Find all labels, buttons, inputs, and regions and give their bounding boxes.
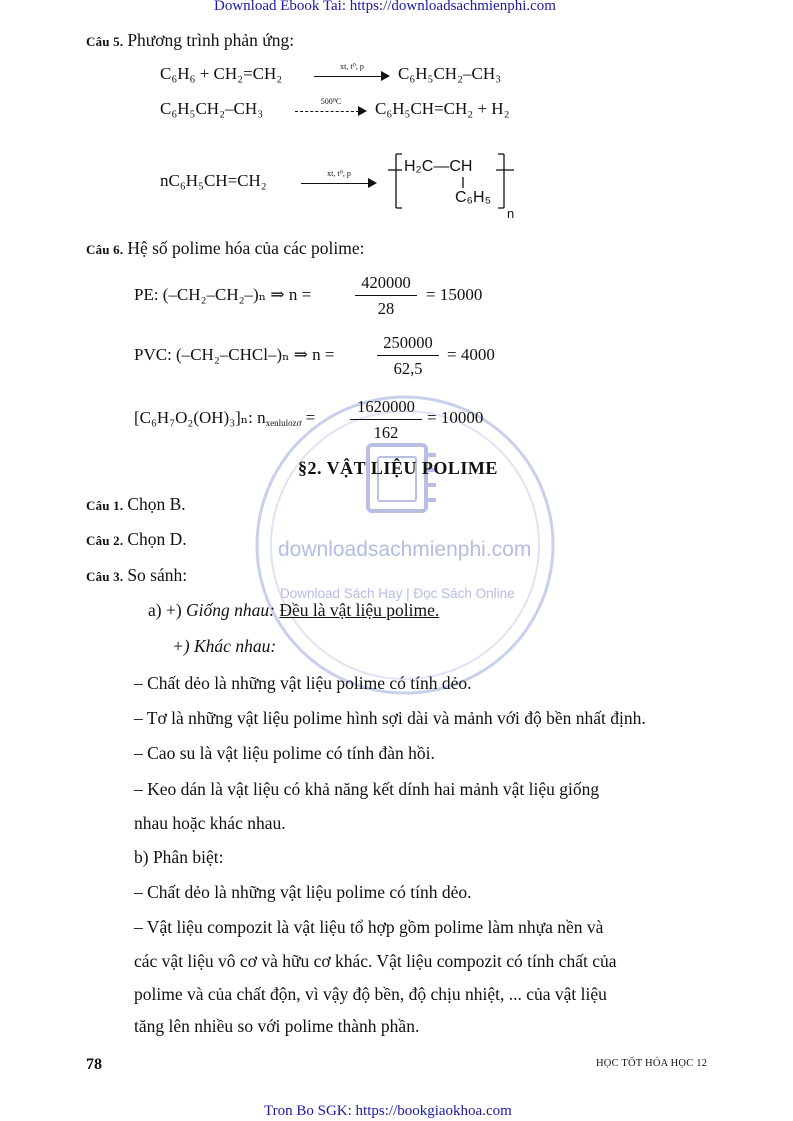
q1-label: Câu 1. xyxy=(86,498,124,513)
pvc-formula: PVC: (–CH₂–CHCl–)ₙ ⇒ n = xyxy=(134,345,335,364)
reaction2-condition: 500⁰C xyxy=(320,97,342,106)
watermark-tagline: Download Sách Hay | Đọc Sách Online xyxy=(280,586,515,601)
cellulose-result: = 10000 xyxy=(427,408,484,427)
polymer-index: n xyxy=(507,206,515,221)
page-number: 78 xyxy=(86,1056,102,1073)
pe-result: = 15000 xyxy=(426,285,483,304)
q3-line: polime và của chất độn, vì vậy độ bền, độ chịu nhiệt, ... của vật liệu xyxy=(134,984,607,1004)
q3-label: Câu 3. xyxy=(86,569,124,584)
q3-a-prefix: a) +) xyxy=(148,600,182,620)
pe-denominator: 28 xyxy=(377,299,395,318)
cau6-text: Hệ số polime hóa của các polime: xyxy=(127,238,365,258)
reaction1-left: C₆H₆ + CH₂=CH₂ xyxy=(160,64,283,83)
q3-line: nhau hoặc khác nhau. xyxy=(134,813,286,833)
polymer-chain: H₂C—CH xyxy=(404,158,473,175)
pvc-denominator: 62,5 xyxy=(393,359,423,378)
q3-line: – Tơ là những vật liệu polime hình sợi dài và mảnh với độ bền nhất định. xyxy=(134,708,646,728)
q2-label: Câu 2. xyxy=(86,533,124,548)
q3-text: So sánh: xyxy=(127,565,188,585)
section-title: §2. VẬT LIỆU POLIME xyxy=(298,458,498,478)
polymer-substituent: C₆H₅ xyxy=(455,189,492,206)
q3-line: – Vật liệu compozit là vật liệu tổ hợp gồm polime làm nhựa nền và xyxy=(134,917,604,937)
q3-line: tăng lên nhiều so với polime thành phần. xyxy=(134,1016,420,1036)
cellulose-equals: = xyxy=(305,408,316,427)
q1-text: Chọn B. xyxy=(127,494,186,514)
q3-line: các vật liệu vô cơ và hữu cơ khác. Vật liệu compozit có tính chất của xyxy=(134,951,617,971)
reaction3-left: nC₆H₅CH=CH₂ xyxy=(160,171,267,190)
cellulose-formula xyxy=(134,408,315,428)
reaction1-right: C₆H₅CH₂–CH₃ xyxy=(398,64,502,83)
q3-line: – Cao su là vật liệu polime có tính đàn hồi. xyxy=(134,743,435,763)
q3-line: – Chất dẻo là những vật liệu polime có tính dẻo. xyxy=(134,673,472,693)
q3-difference-label: +) Khác nhau: xyxy=(172,636,277,656)
reaction3-arrow xyxy=(301,169,377,188)
pe-formula: PE: (–CH₂–CH₂–)ₙ ⇒ n = xyxy=(134,285,312,304)
reaction1-arrow xyxy=(314,62,390,81)
reaction2-left: C₆H₅CH₂–CH₃ xyxy=(160,99,264,118)
watermark-site: downloadsachmienphi.com xyxy=(278,538,532,561)
cau5-text: Phương trình phản ứng: xyxy=(127,30,295,50)
pvc-numerator: 250000 xyxy=(377,333,439,356)
q3-similarity-text: Đều là vật liệu polime. xyxy=(279,600,440,620)
q2-text: Chọn D. xyxy=(127,529,187,549)
cellulose-subscript: xenlulozơ xyxy=(265,418,302,428)
top-download-link[interactable]: Download Ebook Tai: https://downloadsachmienphi.com xyxy=(214,0,556,14)
cau6-label: Câu 6. xyxy=(86,242,124,257)
cellulose-fraction xyxy=(350,397,422,443)
reaction1-condition: xt, t⁰, p xyxy=(340,62,364,71)
reaction2-arrow xyxy=(295,97,367,116)
cellulose-denominator: 162 xyxy=(373,423,399,442)
cellulose-left: [C₆H₇O₂(OH)₃]ₙ: n xyxy=(134,408,266,427)
reaction3-condition: xt, t⁰, p xyxy=(327,169,351,178)
reaction2-right: C₆H₅CH=CH₂ + H₂ xyxy=(375,99,510,118)
pvc-fraction xyxy=(377,333,439,379)
pvc-result: = 4000 xyxy=(447,345,495,364)
q3-line: – Chất dẻo là những vật liệu polime có tính dẻo. xyxy=(134,882,472,902)
pe-numerator: 420000 xyxy=(355,273,417,296)
bottom-sgk-link[interactable]: Tron Bo SGK: https://bookgiaokhoa.com xyxy=(264,1103,512,1119)
q3-line: b) Phân biệt: xyxy=(134,847,224,867)
q3-similarity-label: Giống nhau: xyxy=(186,600,275,620)
cellulose-numerator: 1620000 xyxy=(350,397,422,420)
book-title: HỌC TỐT HÓA HỌC 12 xyxy=(596,1058,708,1069)
pe-fraction xyxy=(355,273,417,319)
q3-line: – Keo dán là vật liệu có khả năng kết dính hai mảnh vật liệu giống xyxy=(134,779,600,799)
cau5-label: Câu 5. xyxy=(86,34,124,49)
